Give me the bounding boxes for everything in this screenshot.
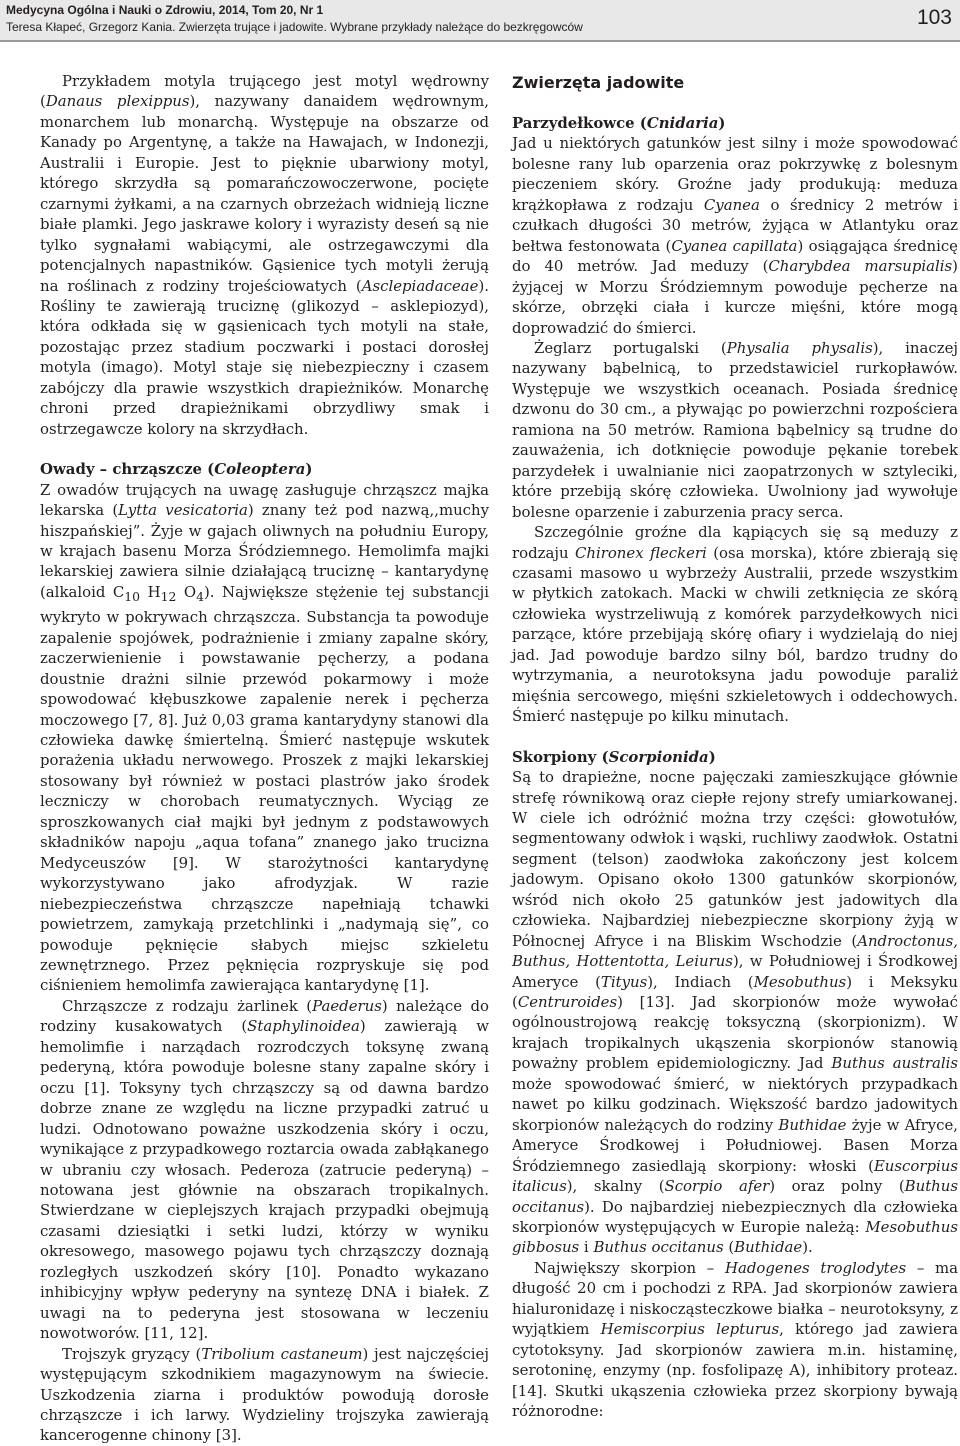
paragraph-monarch: Przykładem motyla trującego jest motyl wędrowny (Danaus plexippus), nazywany danaidem wędrownym, monarchem lub monarchą. Występuje na obszarze od Kanady po Argentynę, a także na Hawajach, w Indonezji, Australii i Europie. Jest to pięknie ubarwiony motyl, którego skrzydła są pomarańczowoczerwone, pocięte czarnymi żyłkami, a na czarnych obrzeżach widnieją liczne białe plamki. Jego jaskrawe kolory i wyrazisty deseń są nie tylko sygnałami wabiącymi, ale ostrzegawczymi dla potencjalnych napastników. Gąsienice tych motyli żerują na roślinach z rodziny trojeściowatych (Asclepiadaceae). Rośliny te zawierają truciznę (glikozyd – asklepiozyd), która odkłada się w gąsienicach tych motyli na stałe, pozostając przez stadium poczwarki i postaci dorosłej motyla (imago). Motyl staje się niebezpieczny i czasem zabójczy dla prawie wszystkich drapieżników. Monarchę chroni przed drapieżnikami obrzydliwy smak i ostrzegawcze kolory na skrzydłach. [40,72,490,438]
paragraph-tribolium: Trojszyk gryzący (Tribolium castaneum) jest najczęściej występującym szkodnikiem magazynowym na świecie. Uszkodzenia ziarna i produktów powodują dorosłe chrząszcze i ich larwy. Wydzieliny trojszyka zawierają kancerogenne chinony [3]. [40,1344,489,1445]
heading-beetles: Owady – chrząszcze (Coleoptera) [40,460,313,479]
paragraph-physalia: Żeglarz portugalski (Physalia physalis), inaczej nazywany bąbelnicą, to przedstawiciel rurkopławów. Występuje we wszystkich oceanach. Posiada średnicę dzwonu do 30 cm., a pływając po powierzchni rozpościera ramiona na 50 metrów. Ramiona bąbelnicy są trudne do zauważenia, ich dotknięcie powoduje pękanie torebek parzydełek i uwalnianie nici zaopatrzonych w sztyleciki, które przebiją skórę człowieka. Uwolniony jad wywołuje bolesne oparzenie i zaburzenia pracy serca. [512,338,959,521]
section-title: Zwierzęta jadowite [512,73,685,92]
paragraph-chironex: Szczególnie groźne dla kąpiących się są meduzy z rodzaju Chironex fleckeri (osa morska), które zbierają się czasami masowo u wybrzeży Australii, przede wszystkim w płytkich zatokach. Macki w chwili zetknięcia ze skórą człowieka wystrzeliwują z komórek parzydełkowych nici parzące, które przebijają skórę ofiary i wydzielają do niej jad. Jad powoduje bardzo silny ból, bardzo trudny do wytrzymania, a neurotoksyna jadu powoduje paraliż mięśnia sercowego, mięśni szkieletowych i oddechowych. Śmierć następuje po kilku minutach. [512,523,959,726]
heading-cnidaria: Parzydełkowce (Cnidaria) [512,114,726,132]
paragraph-paederus: Chrząszcze z rodzaju żarlinek (Paederus) należące do rodziny kusakowatych (Staphylinoidea) zawierają w hemolimfie i narządach rozrodczych toksynę zwaną pederyną, która powoduje bolesne stany zapalne skóry i oczu [1]. Toksyny tych chrząszczy są od dawna bardzo dobrze znane ze względu na liczne przypadki zatruć u ludzi. Odnotowano poważne uszkodzenia skóry i oczu, wynikające z przypadkowego roztarcia owada zabłąkanego w ubraniu czy włosach. Pederoza (zatrucie pederyną) – notowana jest głównie na obszarach tropikalnych. Stwierdzane w cieplejszych krajach przypadki obejmują czasami dziesiątki i setki ludzi, którzy w wyniku okresowego, masowego pojawu tych chrząszczy doznają rozległych uszkodzeń skóry [10]. Ponadto wykazano inhibicyjny wpływ pederyny na syntezę DNA i białek. Z uwagi na to pederyna jest stosowana w leczeniu nowotworów. [11, 12]. [40,996,489,1343]
page-number: 103 [916,6,952,29]
heading-scorpions: Skorpiony (Scorpionida) [512,747,716,766]
paragraph-scorpions: Są to drapieżne, nocne pajęczaki zamieszkujące głównie strefę równikową oraz ciepłe rejony strefy umiarkowanej. W ciele ich odróżnić można trzy części: głowotułów, segmentowany odwłok i wąski, ruchliwy zaodwłok. Ostatni segment (telson) zaodwłoka zakończony jest kolcem jadowym. Opisano około 1300 gatunków skorpionów, wśród nich około 25 gatunków jest jadowitych dla człowieka. Najbardziej niebezpieczne skorpiony żyją w Północnej Afryce i na Bliskim Wschodzie (Androctonus, Buthus, Hottentotta, Leiurus), w Południowej i Środkowej Ameryce (Tityus), Indiach (Mesobuthus) i Meksyku (Centruroides) [13]. Jad skorpionów może wywołać ogólnoustrojową reakcję toksyczną (skorpionizm). W krajach tropikalnych ukąszenia skorpionów stanowią poważny problem epidemiologiczny. Jad Buthus australis może spowodować śmierć, w niektórych przypadkach nawet po kilku godzinach. Większość bardzo jadowitych skorpionów należących do rodziny Buthidae żyje w Afryce, Ameryce Środkowej i Południowej. Basen Morza Śródziemnego zasiedlają skorpiony: włoski (Euscorpius italicus), skalny (Scorpio afer) oraz polny (Buthus occitanus). Do najbardziej niebezpiecznych dla człowieka skorpionów występujących w Europie należą: Mesobuthus gibbosus i Buthus occitanus (Buthidae). [512,768,959,1257]
paragraph-lytta: Z owadów trujących na uwagę zasługuje chrząszcz majka lekarska (Lytta vesicatoria) znany też pod nazwą,,muchy hiszpańskiej”. Żyje w gajach oliwnych na południu Europy, w krajach basenu Morza Śródziemnego. Hemolimfa majki lekarskiej zawiera silnie działającą truciznę – kantarydynę (alkaloid $C_{10}$ $H_{12}$ $O_4$). Największe stężenie tej substancji wykryto w pokrywach chrząszcza. Substancja ta powoduje zapalenie spojówek, podrażnienie i zmiany zapalne skóry, zaczerwienienie i powstawanie pęcherzy, a podana doustnie drażni silnie przewód pokarmowy i może spowodować kłębuszkowe zapalenie nerek i pęcherza moczowego [7, 8]. Już 0,03 grama kantarydyny stanowi dla człowieka dawkę śmiertelną. Śmierć następuje wskutek porażenia układu nerwowego. Proszek z majki lekarskiej stosowany był również w postaci plastrów jako środek leczniczy w chorobach reumatycznych. Wyciąg ze sproszkowanych ciał majki był jednym z podstawowych składników napoju „aqua tofana” znanego jako trucizna Medyceuszów [9]. W starożytności kantarydynę wykorzystywano jako afrodyzjak. W razie niebezpieczeństwa chrząszcze napełniają tchawki powietrzem, zamykają przetchlinki i „nadymają się”, co powoduje pęknięcie słabych miejsc szkieletu zewnętrznego. Przez pęknięcia rozpryskuje się pod ciśnieniem hemolimfa zawierająca kantarydynę [1]. [40,480,489,995]
paragraph-cnidaria: Jad u niektórych gatunków jest silny i może spowodować bolesne rany lub oparzenia oraz pokrzywkę z bolesnym pieczeniem skóry. Groźne jady produkują: meduza krążkopława z rodzaju Cyanea o średnicy 2 metrów i czułkach długości 30 metrów, żyjąca w Atlantyku oraz bełtwa festonowata (Cyanea capillata) osiągająca średnicę do 40 metrów. Jad meduzy (Charybdea marsupialis) żyjącej w Morzu Śródziemnym powoduje pęcherze na skórze, obrzęki ciała i kurcze mięśni, które mogą doprowadzić do śmierci. [512,134,958,337]
paragraph-hadogenes: Największy skorpion – Hadogenes troglodytes – ma długość 20 cm i pochodzi z RPA. Jad skorpionów zawiera hialuronidazę i niskocząsteczkowe białka – neurotoksyny, z wyjątkiem Hemiscorpius lepturus, którego jad zawiera cytotoksyny. Jad skorpionów zawiera m.in. histaminę, serotoninę, enzymy (np. fosfolipazę A), inhibitory proteaz. [14]. Skutki ukąszenia człowieka przez skorpiony bywają różnorodne: [512,1258,958,1421]
running-head [0,0,960,42]
journal-title: Medycyna Ogólna i Nauki o Zdrowiu, 2014, Tom 20, Nr 1 [6,3,324,17]
left-column [40,71,489,1446]
article-authors-title: Teresa Kłapeć, Grzegorz Kania. Zwierzęta trujące i jadowite. Wybrane przykłady należące do bezkręgowców [6,20,583,34]
right-column [512,71,958,1422]
